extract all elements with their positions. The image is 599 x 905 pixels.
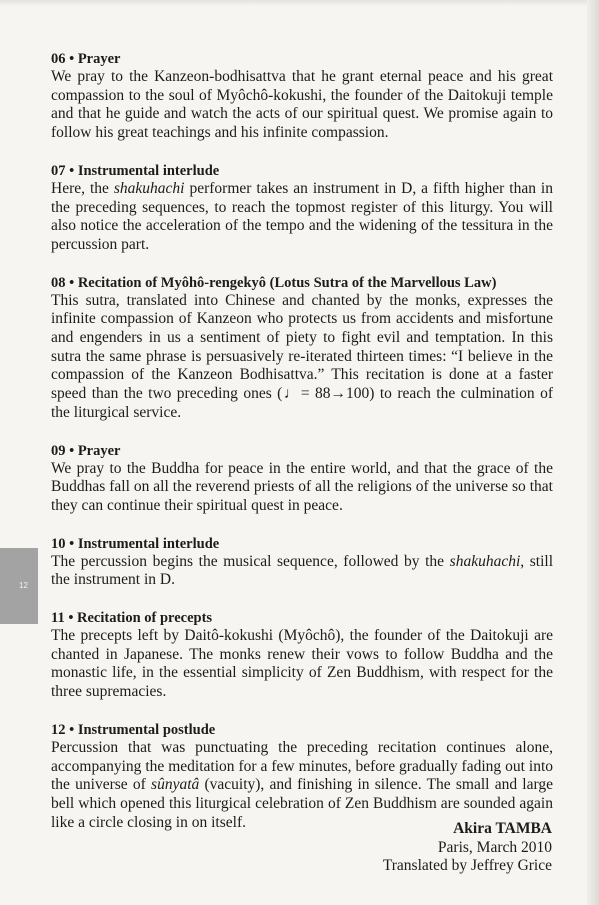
page-number-tab bbox=[0, 548, 38, 624]
section-body bbox=[51, 460, 553, 516]
body-text: , still the instrument in D. bbox=[51, 552, 554, 589]
section bbox=[51, 609, 553, 702]
booklet-text bbox=[51, 50, 553, 851]
page-right-edge bbox=[587, 0, 599, 905]
section bbox=[51, 721, 553, 833]
section-body bbox=[51, 292, 553, 423]
section-body bbox=[51, 553, 553, 590]
page-number: 12 bbox=[19, 581, 28, 590]
section-heading: 10 • Instrumental interlude bbox=[51, 535, 220, 552]
author-name: Akira TAMBA bbox=[453, 820, 552, 837]
section-body bbox=[51, 68, 553, 143]
section-heading: 12 • Instrumental postlude bbox=[51, 721, 216, 738]
section-heading: 07 • Instrumental interlude bbox=[51, 162, 220, 179]
signature-block bbox=[383, 820, 552, 876]
section bbox=[51, 442, 553, 516]
section bbox=[51, 162, 553, 255]
section bbox=[51, 50, 553, 143]
body-text: The precepts left by Daitô-kokushi (Myôchô), the founder of the Daitokuji are chanted in Japanese. The monks renew their vows to follow Buddha and the monastic life, in the essential simplicity of Zen Buddhism, with respect for the three supremacies. bbox=[51, 627, 553, 701]
section-heading: 11 • Recitation of precepts bbox=[51, 610, 213, 627]
section-heading: 06 • Prayer bbox=[51, 51, 121, 67]
italic-term: sûnyatâ bbox=[151, 776, 200, 794]
italic-term: shakuhachi bbox=[449, 552, 521, 570]
section-body bbox=[51, 739, 553, 833]
section-heading: 08 • Recitation of Myôhô-rengekyô (Lotus Sutra of the Marvellous Law) bbox=[51, 274, 497, 291]
body-text: Here, the bbox=[51, 179, 114, 197]
section-heading: 09 • Prayer bbox=[51, 442, 121, 459]
translator-credit: Translated by Jeffrey Grice bbox=[382, 857, 552, 875]
body-text: Percussion that was punctuating the preceding recitation continues alone, accompanying the meditation for a few minutes, before gradually fading out into the universe of bbox=[51, 738, 553, 794]
body-text: We pray to the Buddha for peace in the entire world, and that the grace of the Buddhas fall on all the reverend priests of all the religions of the universe so that they can continue their spiritual quest in peace. bbox=[51, 459, 553, 514]
body-text: (vacuity), and finishing in silence. The small and large bell which opened this liturgical celebration of Zen Buddhism are sounded again like a circle closing in on itself. bbox=[51, 776, 553, 831]
page-top-edge bbox=[0, 0, 599, 6]
italic-term: shakuhachi bbox=[113, 179, 185, 197]
body-text: This sutra, translated into Chinese and chanted by the monks, expresses the infinite compassion of Kanzeon who protects us from accidents and misfortune and engenders in us a sentiment of piety to fight evil and temptation. In this sutra the same phrase is persuasively re-iterated thirteen times: “I believe in the compassion of the Kanzeon Bodhisattva.” This recitation is done at a faster speed than the two preceding ones (♩= 88→100) to reach the culmination of the liturgical service. bbox=[51, 291, 553, 421]
place-date: Paris, March 2010 bbox=[437, 838, 552, 856]
section-body bbox=[51, 180, 553, 255]
body-text: The percussion begins the musical sequence, followed by the bbox=[51, 552, 450, 570]
section bbox=[51, 274, 553, 423]
body-text: We pray to the Kanzeon-bodhisattva that he grant eternal peace and his great compassion to the soul of Myôchô-kokushi, the founder of the Daitokuji temple and that he guide and watch the acts of our spiritual quest. We promise again to follow his great teachings and his infinite compassion. bbox=[51, 68, 553, 142]
body-text: performer takes an instrument in D, a fifth higher than in the preceding sequences, to reach the topmost register of this liturgy. You will also notice the acceleration of the tempo and the widening of the tessitura in the percussion part. bbox=[51, 179, 553, 253]
section bbox=[51, 535, 553, 590]
section-body bbox=[51, 627, 553, 702]
